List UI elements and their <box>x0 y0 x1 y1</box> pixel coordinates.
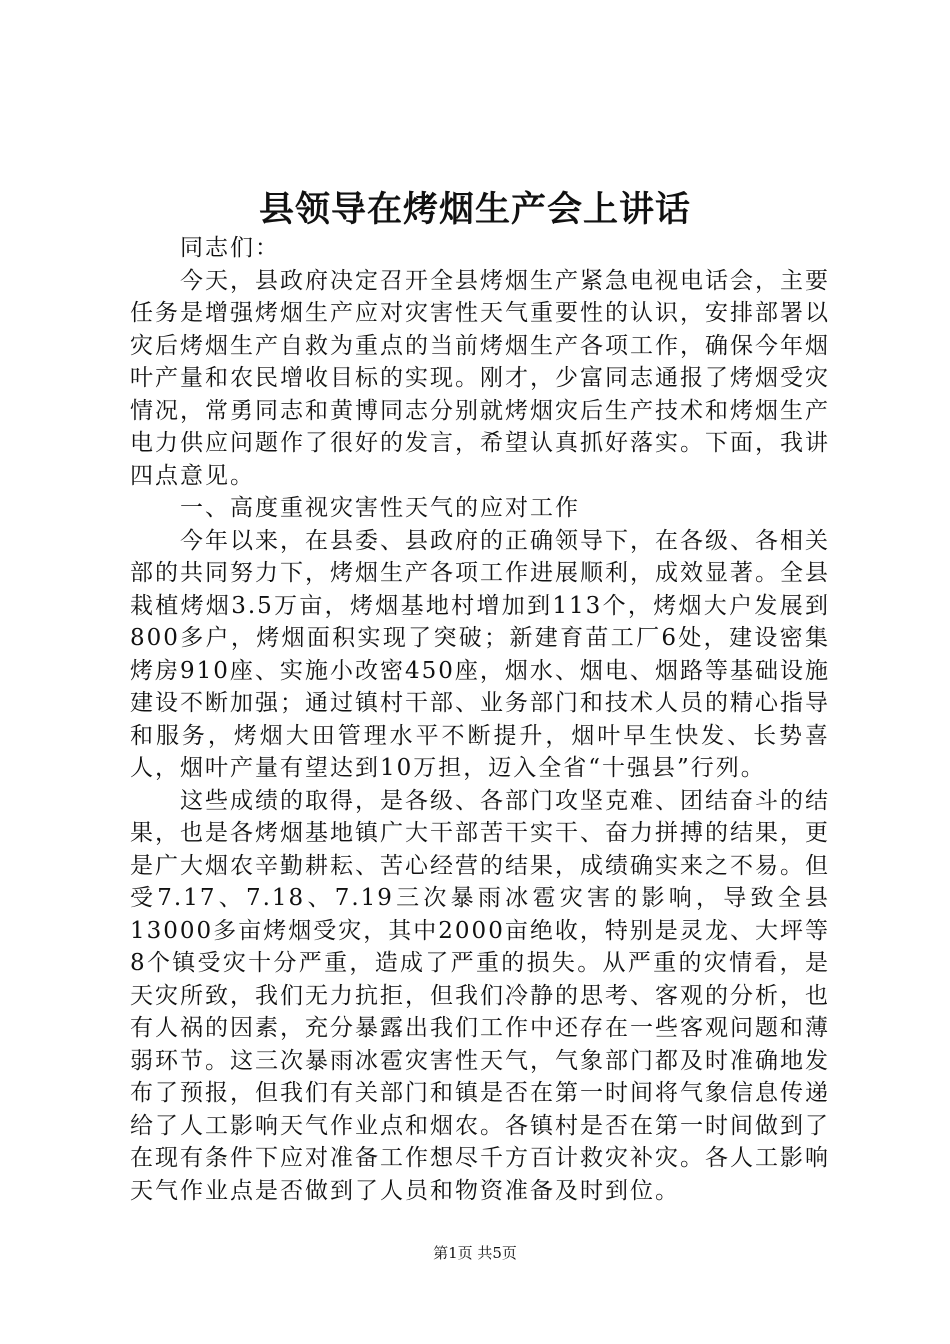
document-body <box>130 232 830 1207</box>
paragraph: 今年以来，在县委、县政府的正确领导下，在各级、各相关部的共同努力下，烤烟生产各项工作进展顺利，成效显著。全县栽植烤烟3.5万亩，烤烟基地村增加到113个，烤烟大户发展到800多户，烤烟面积实现了突破；新建育苗工厂6处，建设密集烤房910座、实施小改密450座，烟水、烟电、烟路等基础设施建设不断加强；通过镇村干部、业务部门和技术人员的精心指导和服务，烤烟大田管理水平不断提升，烟叶早生快发、长势喜人，烟叶产量有望达到10万担，迈入全省“十强县”行列。 <box>130 527 830 781</box>
paragraph: 今天，县政府决定召开全县烤烟生产紧急电视电话会，主要任务是增强烤烟生产应对灾害性天气重要性的认识，安排部署以灾后烤烟生产自救为重点的当前烤烟生产各项工作，确保今年烟叶产量和农民增收目标的实现。刚才，少富同志通报了烤烟受灾情况，常勇同志和黄博同志分别就烤烟灾后生产技术和烤烟生产电力供应问题作了很好的发言，希望认真抓好落实。下面，我讲四点意见。 <box>130 267 830 489</box>
paragraph: 这些成绩的取得，是各级、各部门攻坚克难、团结奋斗的结果，也是各烤烟基地镇广大干部苦干实干、奋力拼搏的结果，更是广大烟农辛勤耕耘、苦心经营的结果，成绩确实来之不易。但受7.17、7.18、7.19三次暴雨冰雹灾害的影响，导致全县13000多亩烤烟受灾，其中2000亩绝收，特别是灵龙、大坪等8个镇受灾十分严重，造成了严重的损失。从严重的灾情看，是天灾所致，我们无力抗拒，但我们冷静的思考、客观的分析，也有人祸的因素，充分暴露出我们工作中还存在一些客观问题和薄弱环节。这三次暴雨冰雹灾害性天气，气象部门都及时准确地发布了预报，但我们有关部门和镇是否在第一时间将气象信息传递给了人工影响天气作业点和烟农。各镇村是否在第一时间做到了在现有条件下应对准备工作想尽千方百计救灾补灾。各人工影响天气作业点是否做到了人员和物资准备及时到位。 <box>130 787 830 1204</box>
section-heading: 一、高度重视灾害性天气的应对工作 <box>180 495 580 521</box>
page-footer: 第1页 共5页 <box>433 1244 517 1262</box>
salutation: 同志们： <box>180 235 280 261</box>
document-title: 县领导在烤烟生产会上讲话 <box>258 189 691 230</box>
